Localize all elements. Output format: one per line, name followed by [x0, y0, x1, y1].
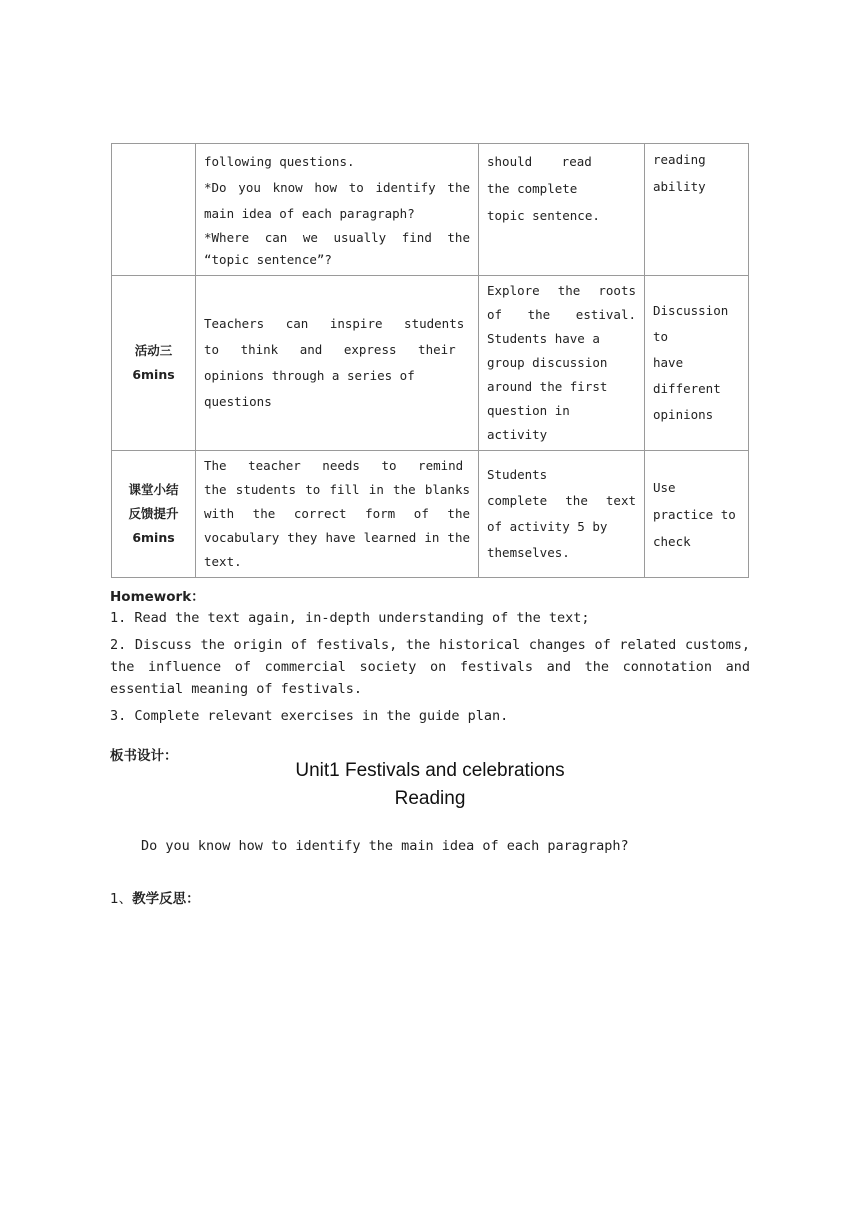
student-activity-cell — [479, 276, 645, 451]
reflection-heading — [110, 887, 200, 907]
cell-line: complete the text of activity 5 by — [487, 493, 636, 534]
cell-line: following questions. — [204, 154, 355, 169]
stage-duration: 6mins — [132, 367, 175, 382]
student-activity-cell — [479, 144, 645, 276]
cell-line: opinions through a series of questions — [204, 368, 415, 409]
lesson-subtitle: Reading — [394, 788, 466, 809]
stage-name: 课堂小结 — [128, 482, 179, 497]
cell-line: ability — [653, 179, 706, 194]
homework-item: 1. Read the text again, in-depth understanding of the text; — [110, 610, 590, 626]
cell-line: to — [653, 329, 669, 344]
cell-line: *Do you know how to identify the main idea of each paragraph? — [204, 180, 470, 221]
stage-cell — [112, 276, 196, 451]
stage-name: 反馈提升 — [128, 506, 179, 521]
stage-duration: 6mins — [132, 530, 175, 545]
table-row — [112, 144, 749, 276]
unit-title: Unit1 Festivals and celebrations — [295, 760, 565, 781]
cell-line: reading — [653, 152, 706, 167]
cell-line: *Where can we usually find the “topic sentence”? — [204, 230, 470, 267]
homework-item: 2. Discuss the origin of festivals, the historical changes of related customs, the influence of commercial society on festivals and the connotation and essential meaning of festivals. — [110, 637, 750, 697]
lesson-plan-table — [111, 143, 749, 578]
teacher-activity-cell — [196, 451, 479, 578]
reflection-label: 教学反思： — [132, 891, 200, 907]
teacher-activity-cell — [196, 276, 479, 451]
cell-line: opinions — [653, 407, 714, 422]
reflection-number: 1、 — [110, 891, 133, 907]
board-question: Do you know how to identify the main idea of each paragraph? — [141, 838, 629, 854]
cell-line: Students — [487, 467, 548, 482]
cell-line: have — [653, 355, 684, 370]
cell-line: Explore the roots of the estival. Students have a — [487, 283, 636, 346]
student-activity-cell — [479, 451, 645, 578]
purpose-cell — [645, 276, 749, 451]
homework-item: 3. Complete relevant exercises in the guide plan. — [110, 708, 509, 724]
cell-line: group discussion — [487, 355, 608, 370]
cell-line: question in activity — [487, 403, 570, 442]
cell-line: The teacher needs to remind — [204, 458, 464, 473]
homework-heading: Homework： — [110, 589, 205, 605]
stage-cell — [112, 451, 196, 578]
cell-line: the students to fill in the blanks with the correct form of the vocabulary they have learned in the text. — [204, 482, 470, 569]
purpose-cell — [645, 144, 749, 276]
cell-line: around the first — [487, 379, 608, 394]
cell-line: topic sentence. — [487, 208, 600, 223]
cell-line: Use practice to check — [653, 479, 736, 549]
purpose-cell — [645, 451, 749, 578]
table-row — [112, 276, 749, 451]
board-design-heading: 板书设计： — [110, 748, 178, 764]
table-row — [112, 451, 749, 578]
cell-line: the complete — [487, 181, 578, 196]
cell-line: to think and express their — [204, 342, 456, 357]
cell-line: different — [653, 381, 721, 396]
cell-line: Discussion — [653, 303, 729, 318]
stage-cell — [112, 144, 196, 276]
teacher-activity-cell — [196, 144, 479, 276]
stage-name: 活动三 — [134, 343, 173, 358]
cell-line: themselves. — [487, 545, 570, 560]
cell-line: should read — [487, 154, 592, 169]
cell-line: Teachers can inspire students — [204, 316, 465, 331]
